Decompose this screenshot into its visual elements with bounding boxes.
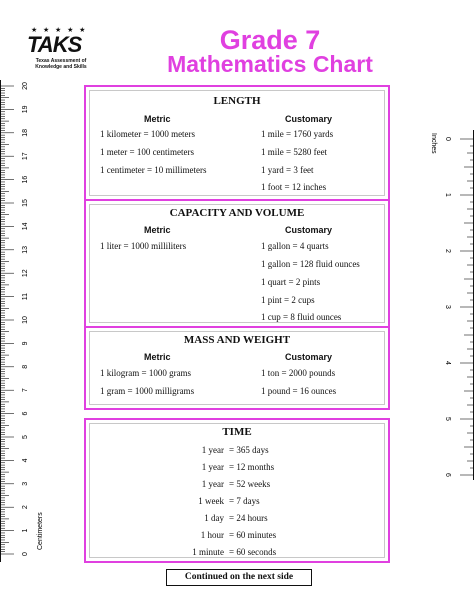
- capacity-customary-heading: Customary: [285, 225, 333, 235]
- time-row-unit: 1 minute: [192, 547, 224, 557]
- mass-customary-row: 1 pound = 16 ounces: [261, 386, 337, 396]
- time-row: [86, 462, 388, 474]
- length-customary-heading: Customary: [285, 114, 333, 124]
- time-row-equivalent: = 60 minutes: [229, 530, 277, 540]
- time-row-equivalent: = 7 days: [229, 496, 260, 506]
- length-metric-row: 1 meter = 100 centimeters: [100, 147, 195, 157]
- centimeter-number: 19: [22, 105, 29, 114]
- capacity-customary-row: 1 cup = 8 fluid ounces: [261, 312, 342, 322]
- conversion-chart: [84, 85, 390, 563]
- length-customary-row: 1 yard = 3 feet: [261, 165, 314, 175]
- centimeter-number: 15: [22, 199, 29, 207]
- length-section: [84, 85, 390, 201]
- mass-metric-row: 1 kilogram = 1000 grams: [100, 368, 192, 378]
- capacity-metric-heading: Metric: [144, 225, 171, 235]
- length-customary-row: 1 foot = 12 inches: [261, 182, 327, 192]
- length-metric-row: 1 kilometer = 1000 meters: [100, 129, 196, 139]
- centimeter-number: 8: [22, 364, 29, 369]
- capacity-customary-row: 1 pint = 2 cups: [261, 295, 315, 305]
- centimeter-ruler: [0, 80, 46, 562]
- time-row-unit: 1 year: [201, 479, 224, 489]
- centimeter-number: 13: [22, 245, 29, 254]
- page-title: Grade 7: [219, 25, 321, 55]
- mass-metric-row: 1 gram = 1000 milligrams: [100, 386, 195, 396]
- inch-numbers: [444, 137, 451, 477]
- centimeter-number: 10: [22, 316, 29, 324]
- length-customary-row: 1 mile = 1760 yards: [261, 129, 334, 139]
- mass-customary-heading: Customary: [285, 352, 333, 362]
- centimeter-number: 5: [22, 435, 29, 439]
- inch-label: Inches: [430, 133, 437, 154]
- time-row: [86, 445, 388, 457]
- time-title: TIME: [222, 426, 252, 438]
- time-row-equivalent: = 12 months: [229, 462, 275, 472]
- taks-logo: [27, 26, 89, 72]
- capacity-customary-row: 1 quart = 2 pints: [261, 277, 321, 287]
- inch-number: 2: [444, 249, 451, 253]
- centimeter-number: 4: [22, 458, 29, 463]
- centimeter-number: 14: [22, 222, 29, 231]
- inch-number: 4: [444, 361, 451, 365]
- inch-number: 5: [444, 417, 451, 421]
- centimeter-numbers: [22, 82, 29, 556]
- centimeter-number: 20: [22, 82, 29, 90]
- time-row-unit: 1 week: [198, 496, 224, 506]
- continued-note: Continued on the next side: [166, 569, 312, 586]
- centimeter-label: Centimeters: [37, 512, 44, 550]
- time-row-equivalent: = 52 weeks: [229, 479, 271, 489]
- centimeter-number: 7: [22, 388, 29, 393]
- time-row-unit: 1 hour: [200, 530, 224, 540]
- capacity-section: [84, 199, 390, 328]
- inch-ticks: [460, 139, 474, 475]
- time-row: [86, 479, 388, 491]
- time-row-unit: 1 year: [201, 445, 224, 455]
- centimeter-number: 16: [22, 175, 29, 184]
- time-section: [84, 418, 390, 563]
- length-customary-row: 1 mile = 5280 feet: [261, 147, 328, 157]
- inch-number: 6: [444, 473, 451, 477]
- logo-stars: ★ ★ ★ ★ ★: [31, 26, 88, 34]
- logo-wordmark: TAKS: [27, 32, 82, 57]
- length-metric-heading: Metric: [144, 114, 171, 124]
- centimeter-number: 17: [22, 152, 29, 161]
- time-row: [86, 547, 388, 559]
- capacity-title: CAPACITY AND VOLUME: [169, 207, 305, 219]
- time-row-equivalent: = 365 days: [229, 445, 269, 455]
- centimeter-number: 0: [22, 552, 29, 556]
- inch-number: 0: [444, 137, 451, 141]
- time-row: [86, 513, 388, 525]
- time-row: [86, 530, 388, 542]
- centimeter-number: 9: [22, 341, 29, 346]
- centimeter-ticks: [0, 86, 14, 554]
- time-row-unit: 1 year: [201, 462, 224, 472]
- inch-number: 3: [444, 305, 451, 309]
- centimeter-number: 3: [22, 481, 29, 486]
- inch-ruler: [430, 130, 474, 480]
- page-subtitle: Mathematics Chart: [167, 51, 373, 77]
- mass-section: [84, 326, 390, 410]
- mass-customary-row: 1 ton = 2000 pounds: [261, 368, 336, 378]
- time-row: [86, 496, 388, 508]
- centimeter-number: 11: [22, 292, 29, 301]
- centimeter-number: 18: [22, 128, 29, 137]
- centimeter-number: 2: [22, 505, 29, 510]
- centimeter-number: 12: [22, 269, 29, 278]
- capacity-customary-row: 1 gallon = 4 quarts: [261, 241, 329, 251]
- time-row-equivalent: = 60 seconds: [229, 547, 277, 557]
- time-row-unit: 1 day: [204, 513, 224, 523]
- length-metric-row: 1 centimeter = 10 millimeters: [100, 165, 207, 175]
- mass-title: MASS AND WEIGHT: [183, 334, 291, 346]
- centimeter-number: 6: [22, 411, 29, 416]
- mass-metric-heading: Metric: [144, 352, 171, 362]
- inch-number: 1: [444, 193, 451, 197]
- time-row-equivalent: = 24 hours: [229, 513, 268, 523]
- logo-subtitle: Texas Assessment of Knowledge and Skills: [35, 58, 87, 70]
- capacity-metric-row: 1 liter = 1000 milliliters: [100, 241, 187, 251]
- length-title: LENGTH: [213, 95, 261, 107]
- capacity-customary-row: 1 gallon = 128 fluid ounces: [261, 259, 360, 269]
- centimeter-number: 1: [22, 528, 29, 533]
